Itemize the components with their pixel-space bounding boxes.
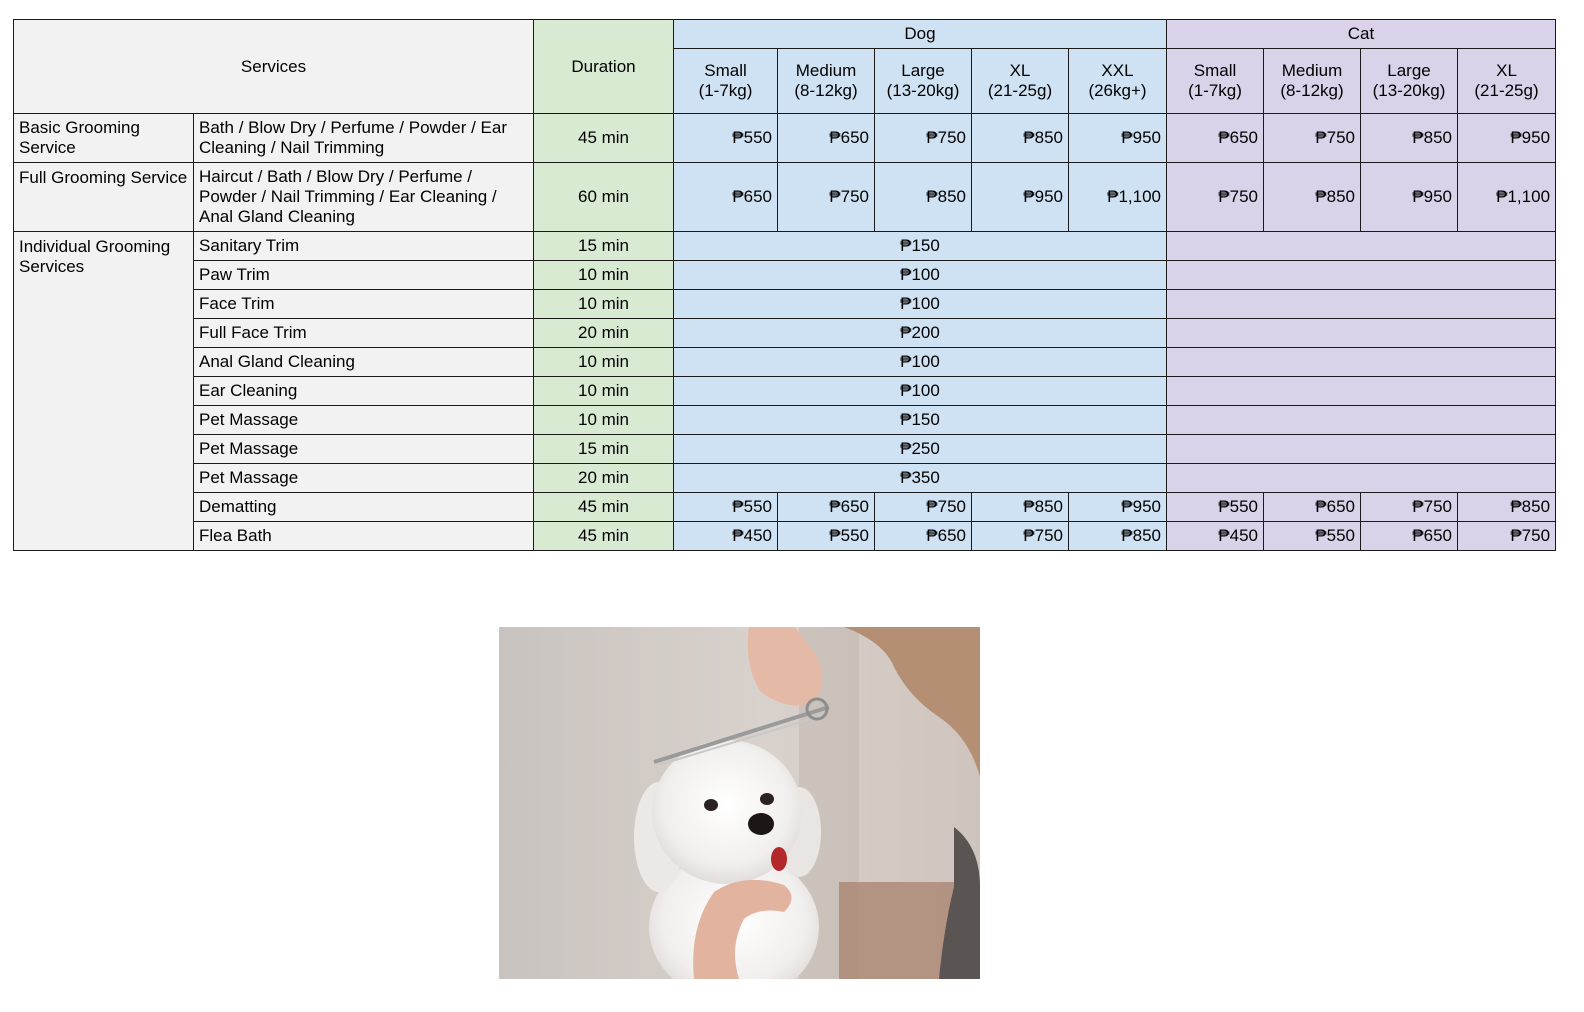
price-cell: ₱650 bbox=[1264, 493, 1361, 522]
dog-flat-price: ₱200 bbox=[674, 319, 1167, 348]
dog-flat-price: ₱150 bbox=[674, 406, 1167, 435]
duration-cell: 10 min bbox=[534, 261, 674, 290]
price-cell: ₱650 bbox=[1167, 114, 1264, 163]
price-cell: ₱750 bbox=[875, 114, 972, 163]
table-row bbox=[14, 435, 1556, 464]
duration-cell: 10 min bbox=[534, 290, 674, 319]
price-cell: ₱650 bbox=[875, 522, 972, 551]
cat-empty-cell bbox=[1167, 232, 1556, 261]
price-cell: ₱850 bbox=[972, 114, 1069, 163]
price-cell: ₱650 bbox=[1361, 522, 1458, 551]
cat-size-medium: Medium (8-12kg) bbox=[1264, 49, 1361, 114]
price-cell: ₱950 bbox=[1458, 114, 1556, 163]
duration-cell: 20 min bbox=[534, 464, 674, 493]
dog-size-xxl: XXL (26kg+) bbox=[1069, 49, 1167, 114]
cat-empty-cell bbox=[1167, 319, 1556, 348]
service-name: Sanitary Trim bbox=[194, 232, 534, 261]
price-cell: ₱950 bbox=[1361, 163, 1458, 232]
price-cell: ₱550 bbox=[1264, 522, 1361, 551]
price-cell: ₱850 bbox=[1458, 493, 1556, 522]
cat-size-small: Small (1-7kg) bbox=[1167, 49, 1264, 114]
service-name: Ear Cleaning bbox=[194, 377, 534, 406]
price-cell: ₱750 bbox=[1458, 522, 1556, 551]
price-cell: ₱550 bbox=[1167, 493, 1264, 522]
price-cell: ₱750 bbox=[1361, 493, 1458, 522]
price-cell: ₱850 bbox=[972, 493, 1069, 522]
table-row bbox=[14, 522, 1556, 551]
cat-header: Cat bbox=[1167, 20, 1556, 49]
price-cell: ₱850 bbox=[1069, 522, 1167, 551]
cat-size-xl: XL (21-25g) bbox=[1458, 49, 1556, 114]
duration-cell: 10 min bbox=[534, 377, 674, 406]
table-row bbox=[14, 464, 1556, 493]
cat-empty-cell bbox=[1167, 406, 1556, 435]
dog-flat-price: ₱100 bbox=[674, 377, 1167, 406]
cat-size-large: Large (13-20kg) bbox=[1361, 49, 1458, 114]
service-name: Flea Bath bbox=[194, 522, 534, 551]
dog-size-large: Large (13-20kg) bbox=[875, 49, 972, 114]
table-row bbox=[14, 406, 1556, 435]
services-header: Services bbox=[14, 20, 534, 114]
cat-empty-cell bbox=[1167, 435, 1556, 464]
price-cell: ₱450 bbox=[674, 522, 778, 551]
price-cell: ₱650 bbox=[674, 163, 778, 232]
price-cell: ₱950 bbox=[972, 163, 1069, 232]
table-row bbox=[14, 319, 1556, 348]
cat-empty-cell bbox=[1167, 348, 1556, 377]
duration-cell: 15 min bbox=[534, 232, 674, 261]
dog-size-medium: Medium (8-12kg) bbox=[778, 49, 875, 114]
price-cell: ₱850 bbox=[875, 163, 972, 232]
duration-cell: 15 min bbox=[534, 435, 674, 464]
service-description: Haircut / Bath / Blow Dry / Perfume / Powder / Nail Trimming / Ear Cleaning / Anal Gland Cleaning bbox=[194, 163, 534, 232]
cat-empty-cell bbox=[1167, 261, 1556, 290]
dog-flat-price: ₱250 bbox=[674, 435, 1167, 464]
duration-cell: 45 min bbox=[534, 114, 674, 163]
price-cell: ₱450 bbox=[1167, 522, 1264, 551]
price-cell: ₱550 bbox=[778, 522, 875, 551]
table-row bbox=[14, 493, 1556, 522]
dog-flat-price: ₱100 bbox=[674, 348, 1167, 377]
price-cell: ₱750 bbox=[1264, 114, 1361, 163]
dog-flat-price: ₱100 bbox=[674, 261, 1167, 290]
duration-cell: 10 min bbox=[534, 348, 674, 377]
price-cell: ₱1,100 bbox=[1458, 163, 1556, 232]
service-name: Paw Trim bbox=[194, 261, 534, 290]
price-cell: ₱750 bbox=[972, 522, 1069, 551]
cat-empty-cell bbox=[1167, 464, 1556, 493]
service-name: Pet Massage bbox=[194, 406, 534, 435]
price-cell: ₱750 bbox=[1167, 163, 1264, 232]
price-cell: ₱650 bbox=[778, 493, 875, 522]
dog-grooming-photo bbox=[499, 627, 980, 979]
duration-cell: 10 min bbox=[534, 406, 674, 435]
dog-flat-price: ₱350 bbox=[674, 464, 1167, 493]
duration-header: Duration bbox=[534, 20, 674, 114]
service-name: Pet Massage bbox=[194, 435, 534, 464]
table-row bbox=[14, 377, 1556, 406]
duration-cell: 60 min bbox=[534, 163, 674, 232]
price-cell: ₱950 bbox=[1069, 114, 1167, 163]
category-basic: Basic Grooming Service bbox=[14, 114, 194, 163]
dog-flat-price: ₱100 bbox=[674, 290, 1167, 319]
cat-empty-cell bbox=[1167, 290, 1556, 319]
price-cell: ₱750 bbox=[875, 493, 972, 522]
table-row bbox=[14, 114, 1556, 163]
category-full: Full Grooming Service bbox=[14, 163, 194, 232]
price-cell: ₱850 bbox=[1361, 114, 1458, 163]
service-name: Face Trim bbox=[194, 290, 534, 319]
table-row bbox=[14, 232, 1556, 261]
price-cell: ₱550 bbox=[674, 493, 778, 522]
service-name: Pet Massage bbox=[194, 464, 534, 493]
service-name: Anal Gland Cleaning bbox=[194, 348, 534, 377]
price-cell: ₱750 bbox=[778, 163, 875, 232]
pricing-table bbox=[13, 19, 1556, 551]
table-row bbox=[14, 163, 1556, 232]
duration-cell: 45 min bbox=[534, 493, 674, 522]
service-description: Bath / Blow Dry / Perfume / Powder / Ear Cleaning / Nail Trimming bbox=[194, 114, 534, 163]
price-cell: ₱1,100 bbox=[1069, 163, 1167, 232]
table-row bbox=[14, 261, 1556, 290]
table-row bbox=[14, 348, 1556, 377]
dog-header: Dog bbox=[674, 20, 1167, 49]
service-name: Full Face Trim bbox=[194, 319, 534, 348]
duration-cell: 20 min bbox=[534, 319, 674, 348]
dog-flat-price: ₱150 bbox=[674, 232, 1167, 261]
table-row bbox=[14, 290, 1556, 319]
duration-cell: 45 min bbox=[534, 522, 674, 551]
price-cell: ₱650 bbox=[778, 114, 875, 163]
dog-size-xl: XL (21-25g) bbox=[972, 49, 1069, 114]
cat-empty-cell bbox=[1167, 377, 1556, 406]
price-cell: ₱550 bbox=[674, 114, 778, 163]
price-cell: ₱950 bbox=[1069, 493, 1167, 522]
service-name: Dematting bbox=[194, 493, 534, 522]
category-individual: Individual Grooming Services bbox=[14, 232, 194, 551]
price-cell: ₱850 bbox=[1264, 163, 1361, 232]
dog-size-small: Small (1-7kg) bbox=[674, 49, 778, 114]
